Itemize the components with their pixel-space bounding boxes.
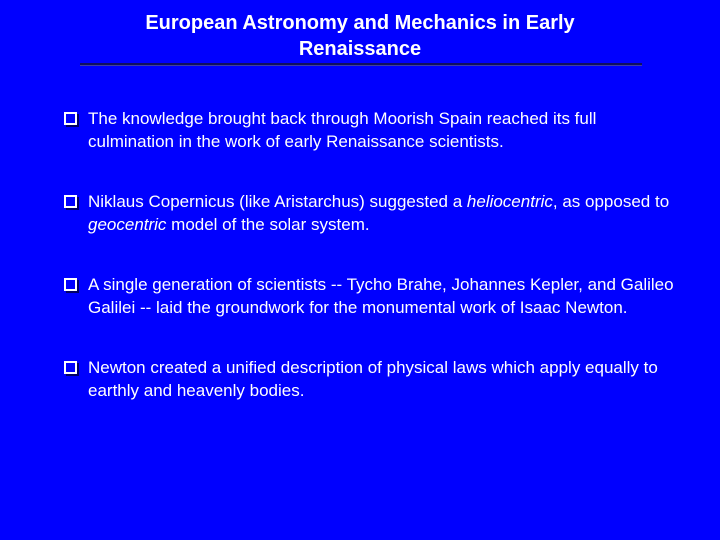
bullet-item-generation (64, 273, 684, 319)
bullet-list (64, 107, 684, 439)
hollow-square-bullet-icon (64, 195, 77, 208)
bullet-text-part: model of the solar system. (166, 215, 370, 234)
title-line-1: European Astronomy and Mechanics in Early (145, 12, 575, 34)
title-line-2: Renaissance (298, 38, 422, 60)
bullet-text-part: Niklaus Copernicus (like Aristarchus) suggested a (88, 192, 467, 211)
hollow-square-bullet-icon (64, 278, 77, 291)
slide-title (80, 10, 640, 62)
hollow-square-bullet-icon (64, 112, 77, 125)
bullet-item-newton (64, 356, 684, 402)
bullet-text-part: , as opposed to (552, 192, 670, 211)
bullet-text: A single generation of scientists -- Tycho Brahe, Johannes Kepler, and Galileo Galilei -- laid the groundwork for the monumental work of Isaac Newton. (88, 275, 674, 317)
bullet-text: The knowledge brought back through Moorish Spain reached its full culmination in the work of early Renaissance scientists. (88, 109, 597, 151)
hollow-square-bullet-icon (64, 361, 77, 374)
emphasis-geocentric: geocentric (88, 215, 167, 234)
emphasis-heliocentric: heliocentric (466, 192, 553, 211)
bullet-text (88, 192, 669, 234)
bullet-item-copernicus (64, 190, 684, 236)
bullet-item-moorish-spain (64, 107, 684, 153)
bullet-text: Newton created a unified description of physical laws which apply equally to earthly and heavenly bodies. (88, 358, 658, 400)
title-underline (80, 63, 642, 66)
